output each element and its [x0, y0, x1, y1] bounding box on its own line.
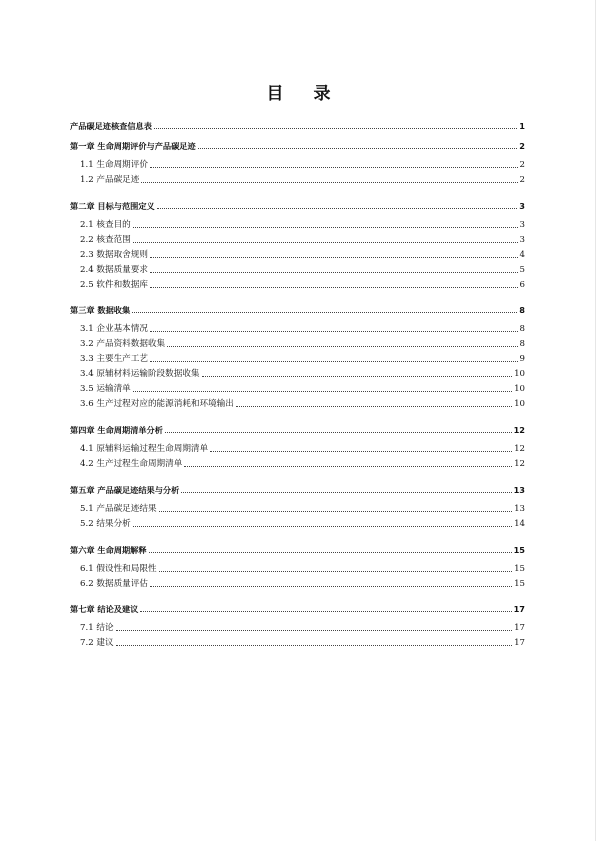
toc-section-entry[interactable]: [80, 619, 525, 633]
toc-dot-leader: [236, 406, 512, 407]
toc-dot-leader: [133, 227, 518, 228]
toc-section-entry[interactable]: [80, 560, 525, 574]
toc-page-number: 15: [514, 564, 525, 574]
toc-page-number: 9: [519, 354, 525, 364]
toc-entry-label: 2.4 数据质量要求: [80, 265, 148, 275]
toc-page-number: 5: [519, 265, 525, 275]
toc-dot-leader: [184, 466, 512, 467]
toc-dot-leader: [150, 361, 518, 362]
toc-entry-label: 产品碳足迹核查信息表: [70, 121, 152, 131]
toc-section-entry[interactable]: [80, 171, 525, 185]
toc-entry-label: 第七章 结论及建议: [70, 604, 139, 614]
toc-dot-leader: [140, 611, 511, 612]
toc-entry-label: 3.6 生产过程对应的能源消耗和环境输出: [80, 399, 234, 409]
toc-page-number: 1: [519, 121, 525, 131]
toc-chapter-entry[interactable]: [70, 197, 525, 211]
toc-page-number: 2: [519, 175, 525, 185]
toc-dot-leader: [150, 272, 518, 273]
toc-section-entry[interactable]: [80, 455, 525, 469]
toc-dot-leader: [150, 287, 518, 288]
toc-page-number: 8: [519, 305, 525, 315]
toc-dot-leader: [198, 148, 518, 149]
toc-dot-leader: [150, 257, 518, 258]
toc-page-number: 10: [514, 369, 525, 379]
toc-page-number: 12: [513, 425, 525, 435]
toc-chapter-entry[interactable]: [70, 421, 525, 435]
toc-entry-label: 第三章 数据收集: [70, 305, 131, 315]
toc-section-entry[interactable]: [80, 216, 525, 230]
toc-page-number: 10: [514, 384, 525, 394]
toc-page-number: 2: [519, 141, 525, 151]
toc-dot-leader: [167, 346, 517, 347]
toc-page-number: 10: [514, 399, 525, 409]
toc-page-number: 6: [519, 280, 525, 290]
toc-page-number: 17: [513, 604, 525, 614]
toc-entry-label: 7.2 建议: [80, 638, 114, 648]
toc-entry-label: 第二章 目标与范围定义: [70, 201, 155, 211]
toc-entry-label: 3.3 主要生产工艺: [80, 354, 148, 364]
toc-dot-leader: [159, 511, 513, 512]
toc-section-entry[interactable]: [80, 320, 525, 334]
toc-entry-label: 2.2 核查范围: [80, 235, 131, 245]
toc-section-entry[interactable]: [80, 156, 525, 170]
toc-dot-leader: [116, 630, 512, 631]
toc-entry-label: 1.2 产品碳足迹: [80, 175, 140, 185]
toc-entry-label: 3.2 产品资料数据收集: [80, 339, 166, 349]
toc-dot-leader: [133, 242, 518, 243]
toc-dot-leader: [141, 182, 517, 183]
toc-section-entry[interactable]: [80, 440, 525, 454]
toc-dot-leader: [116, 645, 512, 646]
toc-section-entry[interactable]: [80, 365, 525, 379]
toc-entry-label: 3.4 原辅材料运输阶段数据收集: [80, 369, 200, 379]
toc-page-number: 4: [519, 250, 525, 260]
toc-section-entry[interactable]: [80, 246, 525, 260]
toc-chapter-entry[interactable]: [70, 600, 525, 614]
toc-entry-label: 第五章 产品碳足迹结果与分析: [70, 485, 180, 495]
toc-entry-label: 2.1 核查目的: [80, 220, 131, 230]
toc-dot-leader: [150, 167, 518, 168]
toc-page-number: 2: [519, 160, 525, 170]
toc-page-number: 13: [513, 485, 525, 495]
toc-entry-label: 1.1 生命周期评价: [80, 160, 148, 170]
toc-page-number: 12: [514, 444, 525, 454]
toc-page-number: 15: [514, 579, 525, 589]
toc-page-number: 3: [519, 201, 525, 211]
toc-dot-leader: [159, 571, 513, 572]
toc-entry-label: 第六章 生命周期解释: [70, 545, 147, 555]
toc-dot-leader: [154, 128, 517, 129]
toc-dot-leader: [202, 376, 513, 377]
toc-entry-label: 7.1 结论: [80, 623, 114, 633]
toc-page-number: 17: [514, 623, 525, 633]
toc-entry-label: 4.2 生产过程生命周期清单: [80, 459, 183, 469]
toc-dot-leader: [157, 208, 518, 209]
toc-entry-label: 4.1 原辅料运输过程生命周期清单: [80, 444, 209, 454]
toc-section-entry[interactable]: [80, 350, 525, 364]
toc-section-entry[interactable]: [80, 634, 525, 648]
toc-section-entry[interactable]: [80, 335, 525, 349]
toc-section-entry[interactable]: [80, 276, 525, 290]
toc-page-number: 8: [519, 339, 525, 349]
toc-entry-label: 6.1 假设性和局限性: [80, 564, 157, 574]
toc-section-entry[interactable]: [80, 515, 525, 529]
toc-page-number: 13: [514, 504, 525, 514]
toc-dot-leader: [150, 331, 518, 332]
toc-dot-leader: [133, 526, 512, 527]
toc-page-number: 3: [519, 235, 525, 245]
toc-page-number: 17: [514, 638, 525, 648]
toc-entry-label: 5.2 结果分析: [80, 519, 131, 529]
toc-dot-leader: [133, 391, 512, 392]
toc-title: 目 录: [266, 84, 343, 104]
toc-chapter-entry[interactable]: [70, 301, 525, 315]
toc-entry-label: 2.3 数据取舍规则: [80, 250, 148, 260]
toc-chapter-entry[interactable]: [70, 117, 525, 131]
toc-dot-leader: [165, 432, 512, 433]
toc-entry-label: 5.1 产品碳足迹结果: [80, 504, 157, 514]
toc-section-entry[interactable]: [80, 500, 525, 514]
toc-section-entry[interactable]: [80, 231, 525, 245]
toc-page-number: 15: [513, 545, 525, 555]
toc-section-entry[interactable]: [80, 380, 525, 394]
toc-page-number: 3: [519, 220, 525, 230]
toc-section-entry[interactable]: [80, 261, 525, 275]
toc-page-number: 12: [514, 459, 525, 469]
toc-page-number: 8: [519, 324, 525, 334]
toc-entry-label: 第四章 生命周期清单分析: [70, 425, 163, 435]
toc-chapter-entry[interactable]: [70, 541, 525, 555]
toc-entry-label: 第一章 生命周期评价与产品碳足迹: [70, 141, 196, 151]
toc-entry-label: 2.5 软件和数据库: [80, 280, 148, 290]
toc-dot-leader: [150, 586, 512, 587]
toc-entry-label: 6.2 数据质量评估: [80, 579, 148, 589]
toc-entry-label: 3.5 运输清单: [80, 384, 131, 394]
toc-chapter-entry[interactable]: [70, 137, 525, 151]
toc-chapter-entry[interactable]: [70, 481, 525, 495]
toc-dot-leader: [132, 312, 517, 313]
toc-dot-leader: [181, 492, 511, 493]
toc-page-number: 14: [514, 519, 525, 529]
toc-dot-leader: [210, 451, 512, 452]
toc-section-entry[interactable]: [80, 575, 525, 589]
toc-section-entry[interactable]: [80, 395, 525, 409]
toc-entry-label: 3.1 企业基本情况: [80, 324, 148, 334]
toc-dot-leader: [149, 552, 512, 553]
